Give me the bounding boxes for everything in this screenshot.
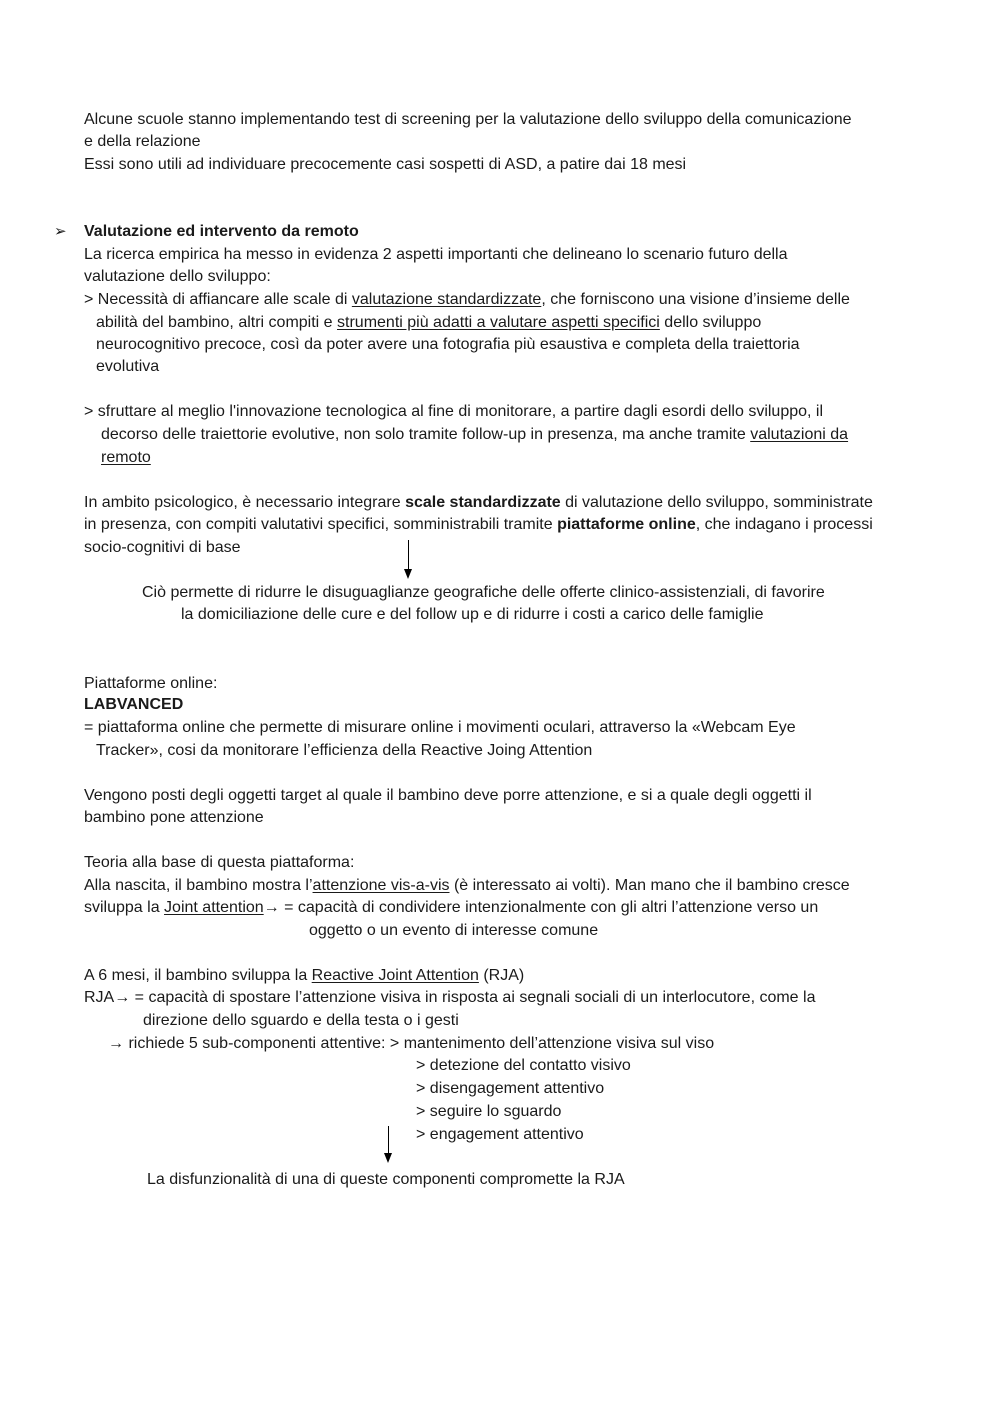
item2-line-2: decorso delle traiettorie evolutive, non solo tramite follow-up in presenza, ma anche tramite valutazioni da <box>101 426 849 443</box>
item2-line-3 <box>101 448 151 468</box>
theory-heading: Teoria alla base di questa piattaforma: <box>84 854 355 871</box>
underlined-term: attenzione vis-a-vis <box>312 877 450 894</box>
underlined-term: Joint attention <box>164 899 264 916</box>
down-arrow-icon <box>402 540 416 580</box>
rja-line-4: → richiede 5 sub-componenti attentive: > mantenimento dell’attenzione visiva sul viso <box>108 1035 715 1052</box>
intro-line-1: Alcune scuole stanno implementando test di screening per la valutazione dello sviluppo della comunicazione <box>84 111 852 128</box>
section-intro-line-1: La ricerca empirica ha messo in evidenza 2 aspetti importanti che delineano lo scenario futuro della <box>84 246 788 263</box>
platform-desc-line-1: Vengono posti degli oggetti target al quale il bambino deve porre attenzione, e si a quale degli oggetti il <box>84 787 812 804</box>
section-title: Valutazione ed intervento da remoto <box>84 223 359 240</box>
result-line-2: la domiciliazione delle cure e del follow up e di ridurre i costi a carico delle famiglie <box>181 606 764 623</box>
underlined-term: strumenti più adatti a valutare aspetti specifici <box>337 314 660 331</box>
item1-line-2: abilità del bambino, altri compiti e strumenti più adatti a valutare aspetti specifici dello sviluppo <box>96 314 762 331</box>
underlined-term: valutazioni da <box>750 426 849 443</box>
rja-component-2: > disengagement attentivo <box>416 1080 605 1097</box>
item1-line-4: evolutiva <box>96 358 160 375</box>
down-arrow-icon <box>382 1126 396 1166</box>
result-line-1: Ciò permette di ridurre le disuguaglianze geografiche delle offerte clinico-assistenziali, di favorire <box>142 584 825 601</box>
rja-line-2: RJA→ = capacità di spostare l’attenzione visiva in risposta ai segnali sociali di un interlocutore, come la <box>84 989 816 1006</box>
underlined-term: remoto <box>101 449 151 466</box>
item1-line-3: neurocognitivo precoce, così da poter avere una fotografia più esaustiva e completa della traiettoria <box>96 336 800 353</box>
platforms-heading: Piattaforme online: <box>84 675 218 692</box>
intro-line-3: Essi sono utili ad individuare precocemente casi sospetti di ASD, a patire dai 18 mesi <box>84 156 687 173</box>
theory-line-1: Alla nascita, il bambino mostra l’attenzione vis-a-vis (è interessato ai volti). Man mano che il bambino cresce <box>84 877 850 894</box>
rja-component-1: > detezione del contatto visivo <box>416 1057 631 1074</box>
theory-line-2: sviluppa la Joint attention→ = capacità di condividere intenzionalmente con gli altri l’attenzione verso un <box>84 899 819 916</box>
p2-line-3: socio-cognitivi di base <box>84 539 241 556</box>
arrow-bullet-icon: ➢ <box>54 223 67 240</box>
platform-name: LABVANCED <box>84 696 184 713</box>
p2-line-2: in presenza, con compiti valutativi specifici, somministrabili tramite piattaforme online, che indagano i processi <box>84 516 873 533</box>
underlined-term: valutazione standardizzate <box>351 291 542 308</box>
rja-line-3: direzione dello sguardo e della testa o i gesti <box>143 1012 459 1029</box>
platform-def-line-2: Tracker», cosi da monitorare l’efficienza della Reactive Joing Attention <box>96 742 593 759</box>
rja-conclusion: La disfunzionalità di una di queste componenti compromette la RJA <box>147 1171 625 1188</box>
section-intro-line-2: valutazione dello sviluppo: <box>84 268 271 285</box>
rja-component-4: > engagement attentivo <box>416 1126 584 1143</box>
underlined-term: Reactive Joint Attention <box>311 967 479 984</box>
platform-desc-line-2: bambino pone attenzione <box>84 809 264 826</box>
rja-component-3: > seguire lo sguardo <box>416 1103 562 1120</box>
item1-line-1: > Necessità di affiancare alle scale di valutazione standardizzate, che forniscono una visione d’insieme delle <box>84 291 850 308</box>
rja-line-1: A 6 mesi, il bambino sviluppa la Reactive Joint Attention (RJA) <box>84 967 525 984</box>
p2-line-1: In ambito psicologico, è necessario integrare scale standardizzate di valutazione dello sviluppo, somministrate <box>84 494 873 511</box>
intro-line-2: e della relazione <box>84 133 201 150</box>
platform-def-line-1: = piattaforma online che permette di misurare online i movimenti oculari, attraverso la «Webcam Eye <box>84 719 796 736</box>
item2-line-1: > sfruttare al meglio l'innovazione tecnologica al fine di monitorare, a partire dagli esordi dello sviluppo, il <box>84 403 824 420</box>
theory-line-3: oggetto o un evento di interesse comune <box>309 922 599 939</box>
